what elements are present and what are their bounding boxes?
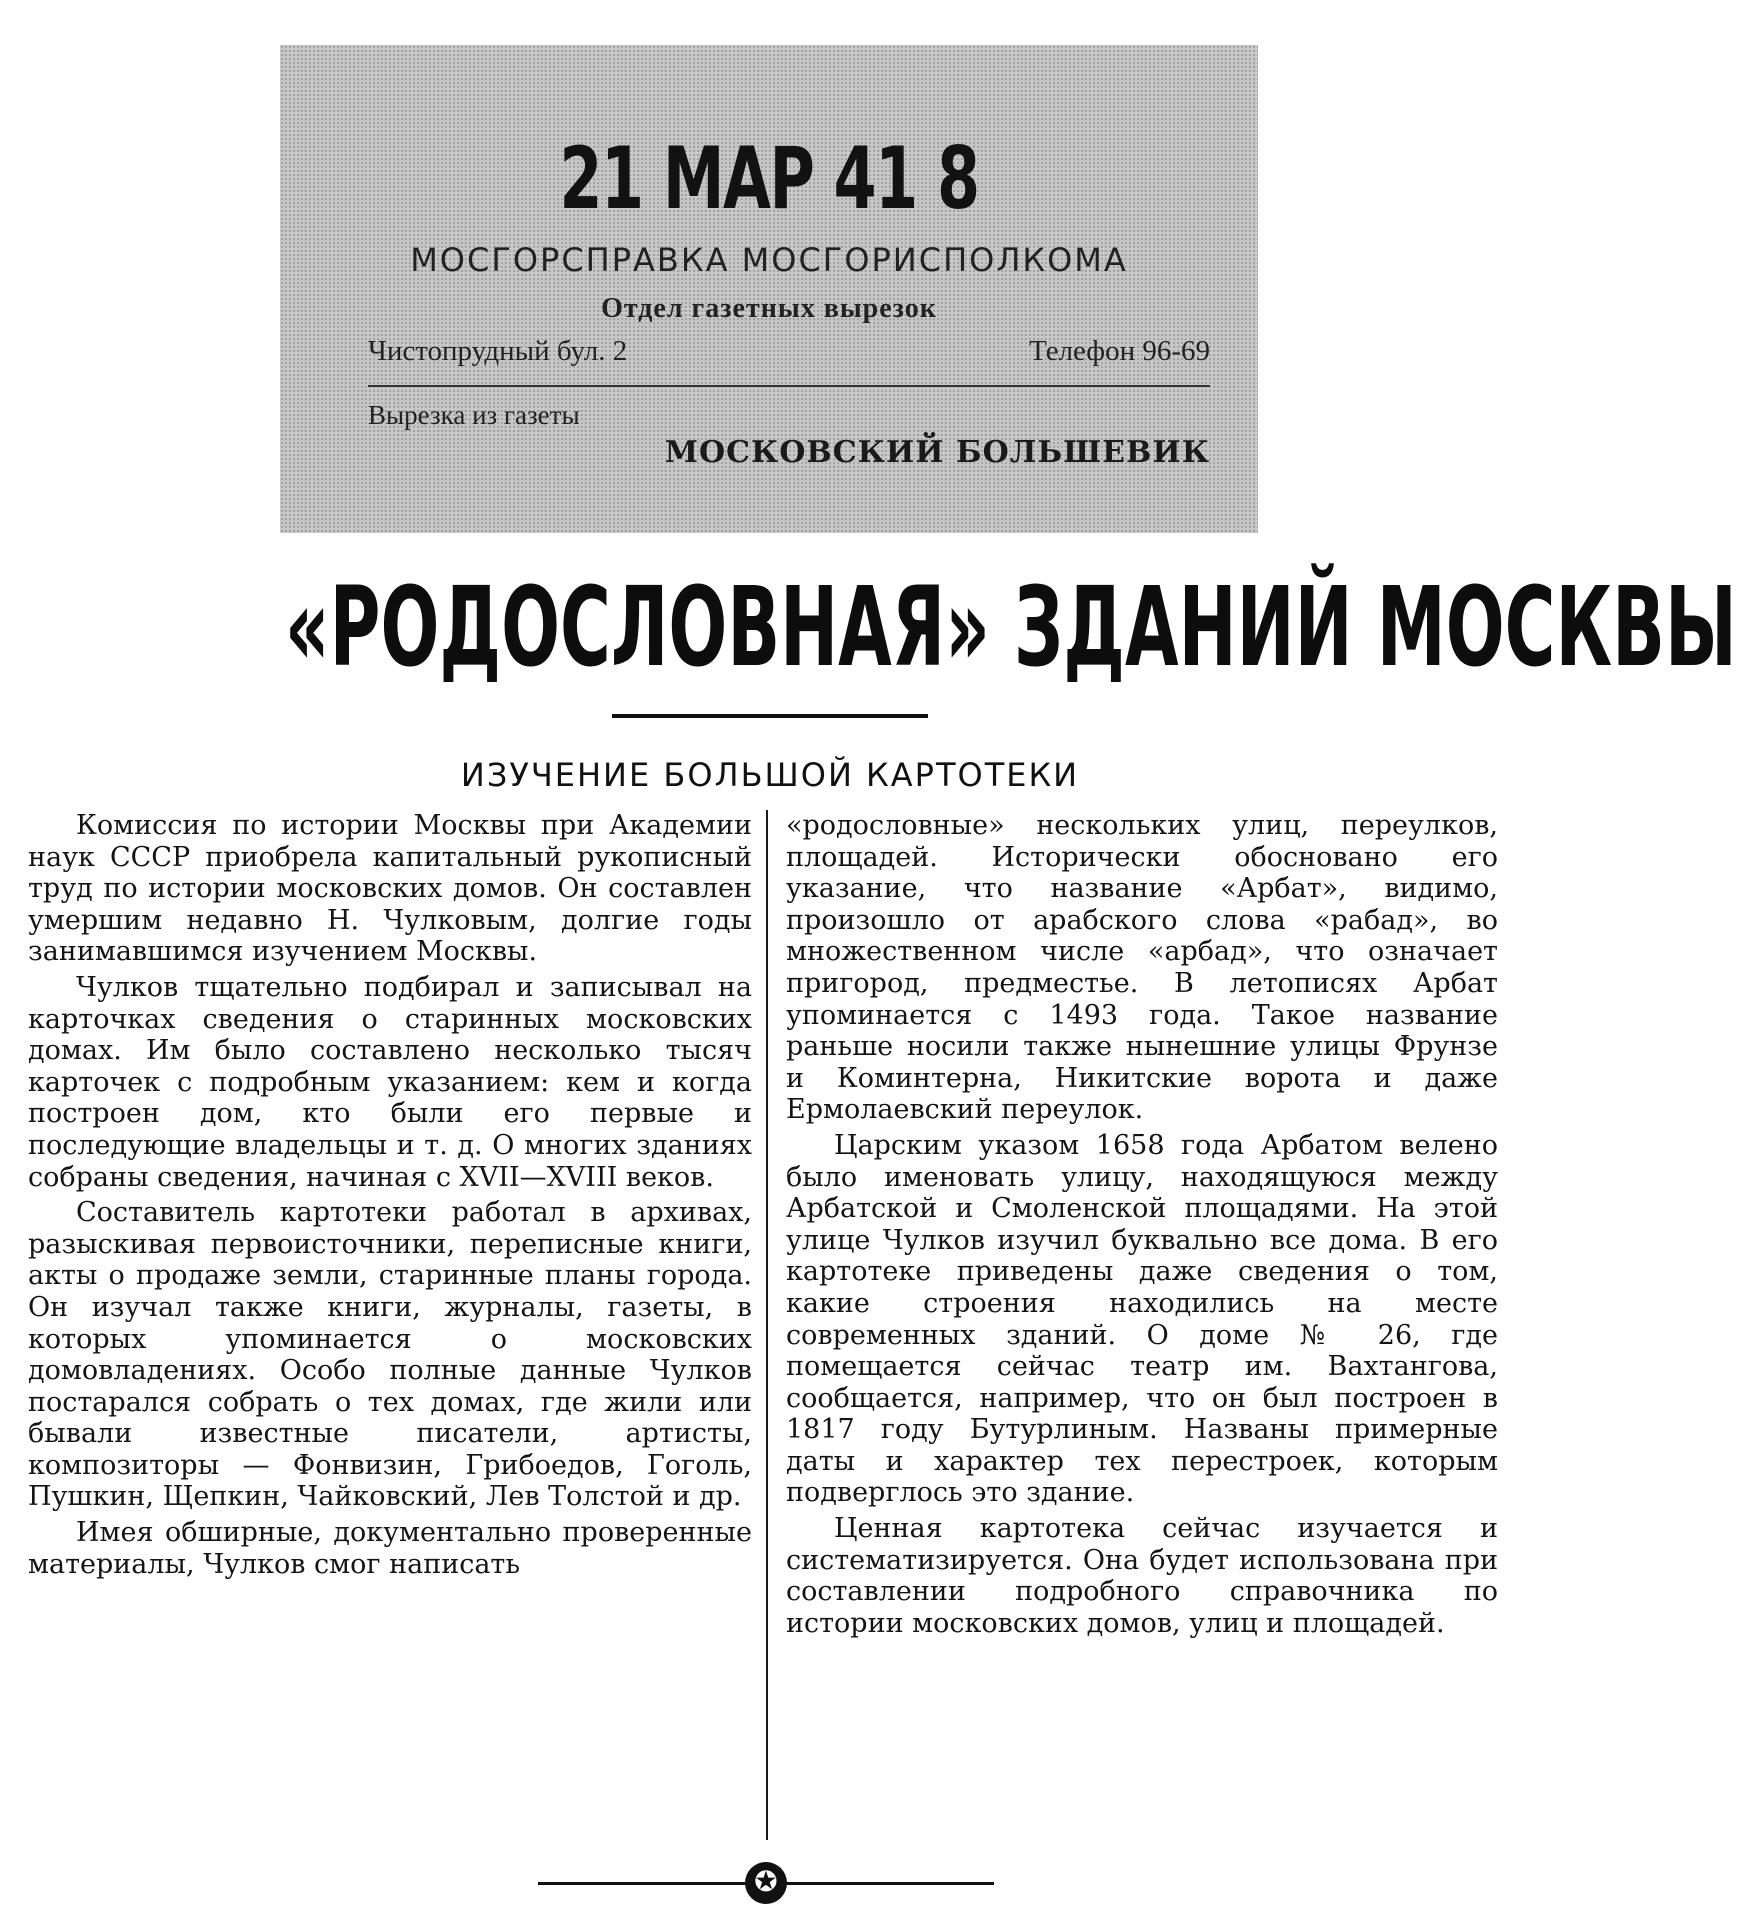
article-subheadline: ИЗУЧЕНИЕ БОЛЬШОЙ КАРТОТЕКИ bbox=[460, 756, 1080, 794]
clipping-stamp bbox=[280, 45, 1258, 533]
paragraph: Ценная картотека сейчас изучается и систематизируется. Она будет использована при составлении подробного справочника по истории московских домов, улиц и площадей. bbox=[786, 1513, 1498, 1639]
star-ornament-icon: ✪ bbox=[745, 1862, 787, 1904]
paragraph: «родословные» нескольких улиц, переулков, площадей. Исторически обосновано его указание, что название «Арбат», видимо, произошло от арабского слова «рабад», во множественном числе «арбад», что означает пригород, предместье. В летописях Арбат упоминается с 1493 года. Такое название раньше носили также нынешние улицы Фрунзе и Коминтерна, Никитские ворота и даже Ермолаевский переулок. bbox=[786, 810, 1498, 1126]
footer-rule-left bbox=[538, 1882, 746, 1885]
stamp-organization: МОСГОРСПРАВКА МОСГОРИСПОЛКОМА bbox=[410, 241, 1128, 279]
stamp-address: Чистопрудный бул. 2 bbox=[368, 335, 628, 367]
paragraph: Имея обширные, документально проверенные материалы, Чулков смог написать bbox=[28, 1517, 752, 1580]
article-column-right bbox=[786, 810, 1498, 1643]
paragraph: Чулков тщательно подбирал и записывал на карточках сведения о старинных московских домах. Им было составлено несколько тысяч карточек с подробным указанием: кем и когда построен дом, кто были его первые и последующие владельцы и т. д. О многих зданиях собраны сведения, начиная с XVII—XVIII веков. bbox=[28, 971, 752, 1193]
stamp-department: Отдел газетных вырезок bbox=[601, 293, 937, 324]
paragraph: Составитель картотеки работал в архивах, разыскивая первоисточники, переписные книги, акты о продаже земли, старинные планы города. Он изучал также книги, журналы, газеты, в которых упоминается о московских домовладениях. Особо полные данные Чулков постарался собрать о тех домах, где жили или бывали известные писатели, артисты, композиторы — Фонвизин, Грибоедов, Гоголь, Пушкин, Щепкин, Чайковский, Лев Толстой и др. bbox=[28, 1197, 752, 1513]
stamp-clipping-label: Вырезка из газеты bbox=[368, 400, 580, 430]
stamp-phone: Телефон 96-69 bbox=[1029, 335, 1210, 367]
stamp-divider bbox=[368, 385, 1210, 387]
article-headline: «РОДОСЛОВНАЯ» ЗДАНИЙ МОСКВЫ bbox=[284, 563, 1737, 691]
stamp-date: 21 МАР 41 8 bbox=[559, 129, 979, 229]
paragraph: Комиссия по истории Москвы при Академии наук СССР приобрела капитальный рукописный труд по истории московских домов. Он составлен умершим недавно Н. Чулковым, долгие годы занимавшимся изучением Москвы. bbox=[28, 810, 752, 968]
stamp-newspaper-name: МОСКОВСКИЙ БОЛЬШЕВИК bbox=[664, 435, 1210, 470]
footer-rule-right bbox=[786, 1882, 994, 1885]
column-divider bbox=[766, 810, 768, 1840]
paragraph: Царским указом 1658 года Арбатом велено было именовать улицу, находящуюся между Арбатской и Смоленской площадями. На этой улице Чулков изучил буквально все дома. В его картотеке приведены даже сведения о том, какие строения находились на месте современных зданий. О доме № 26, где помещается сейчас театр им. Вахтангова, сообщается, например, что он был построен в 1817 году Бутурлиным. Названы примерные даты и характер тех перестроек, которым подверглось это здание. bbox=[786, 1129, 1498, 1509]
article-column-left bbox=[28, 810, 752, 1584]
headline-rule bbox=[612, 714, 928, 718]
